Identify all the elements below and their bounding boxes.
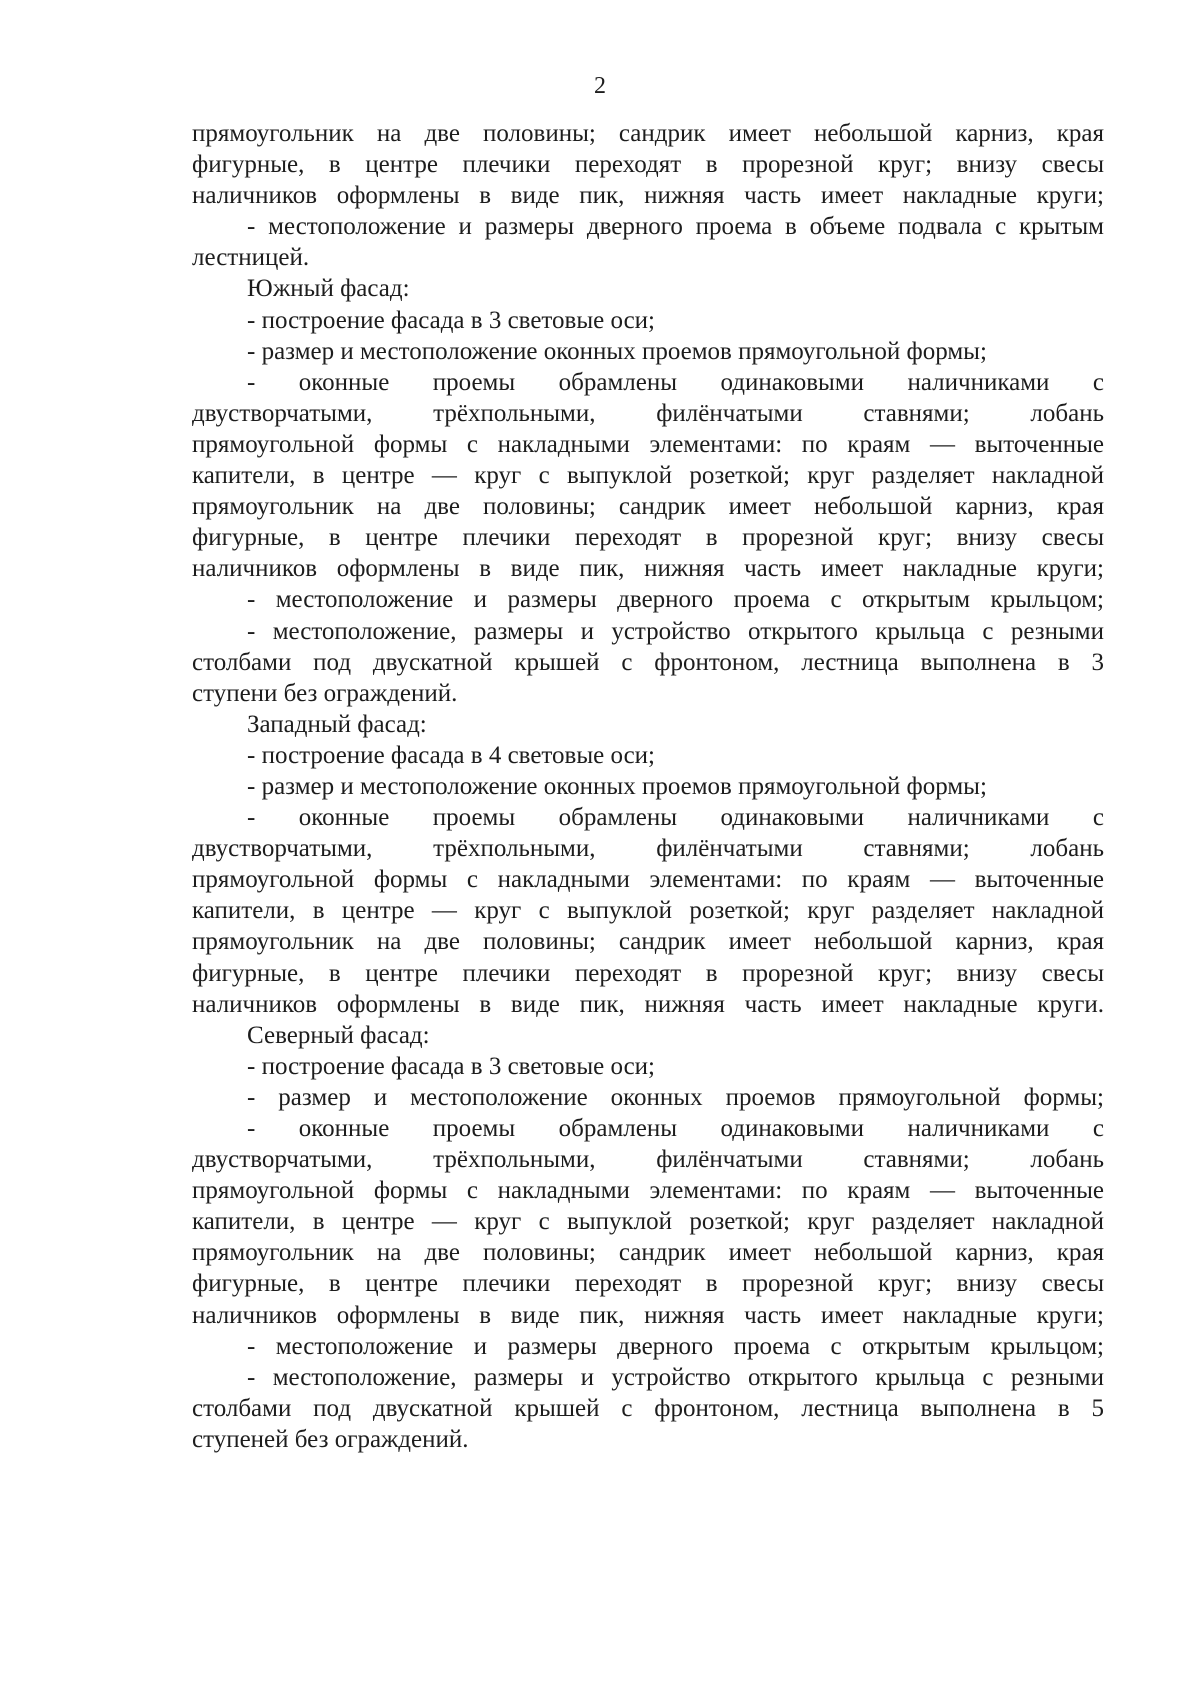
text-line: прямоугольной формы с накладными элементами: по краям — выточенные: [192, 1177, 1104, 1205]
text-line: наличников оформлены в виде пик, нижняя часть имеет накладные круги;: [192, 182, 1104, 210]
text-line: капители, в центре — круг с выпуклой розеткой; круг разделяет накладной: [192, 1208, 1104, 1236]
text-line: - местоположение и размеры дверного проема в объеме подвала с крытым: [247, 213, 1104, 241]
text-line: ступени без ограждений.: [192, 679, 458, 707]
text-line: фигурные, в центре плечики переходят в прорезной круг; внизу свесы: [192, 151, 1104, 179]
text-line: - местоположение и размеры дверного проема с открытым крыльцом;: [247, 586, 1104, 614]
text-line: - местоположение, размеры и устройство открытого крыльца с резными: [247, 617, 1104, 645]
text-line: - местоположение, размеры и устройство открытого крыльца с резными: [247, 1363, 1104, 1391]
page-number: 2: [594, 73, 606, 99]
text-line: фигурные, в центре плечики переходят в прорезной круг; внизу свесы: [192, 524, 1104, 552]
text-line: - построение фасада в 4 световые оси;: [247, 741, 656, 769]
document-body: [192, 118, 1104, 1455]
text-line: фигурные, в центре плечики переходят в прорезной круг; внизу свесы: [192, 959, 1104, 987]
text-line: - построение фасада в 3 световые оси;: [247, 1052, 656, 1080]
text-line: наличников оформлены в виде пик, нижняя часть имеет накладные круги;: [192, 555, 1104, 583]
text-line: наличников оформлены в виде пик, нижняя часть имеет накладные круги.: [192, 990, 1104, 1018]
text-line: двустворчатыми, трёхпольными, филёнчатыми ставнями; лобань: [192, 1146, 1104, 1174]
text-line: - размер и местоположение оконных проемов прямоугольной формы;: [247, 772, 987, 800]
text-line: прямоугольной формы с накладными элементами: по краям — выточенные: [192, 866, 1104, 894]
text-line: лестницей.: [192, 244, 310, 272]
text-line: двустворчатыми, трёхпольными, филёнчатыми ставнями; лобань: [192, 399, 1104, 427]
text-line: Северный фасад:: [247, 1021, 430, 1049]
text-line: двустворчатыми, трёхпольными, филёнчатыми ставнями; лобань: [192, 835, 1104, 863]
text-line: столбами под двускатной крышей с фронтоном, лестница выполнена в 5: [192, 1394, 1104, 1422]
text-line: наличников оформлены в виде пик, нижняя часть имеет накладные круги;: [192, 1301, 1104, 1329]
text-line: - построение фасада в 3 световые оси;: [247, 306, 656, 334]
text-line: фигурные, в центре плечики переходят в прорезной круг; внизу свесы: [192, 1270, 1104, 1298]
text-line: капители, в центре — круг с выпуклой розеткой; круг разделяет накладной: [192, 462, 1104, 490]
text-line: ступеней без ограждений.: [192, 1425, 469, 1453]
text-line: столбами под двускатной крышей с фронтоном, лестница выполнена в 3: [192, 648, 1104, 676]
text-line: - местоположение и размеры дверного проема с открытым крыльцом;: [247, 1332, 1104, 1360]
text-line: Западный фасад:: [247, 710, 427, 738]
text-line: капители, в центре — круг с выпуклой розеткой; круг разделяет накладной: [192, 897, 1104, 925]
text-line: прямоугольник на две половины; сандрик имеет небольшой карниз, края: [192, 493, 1104, 521]
text-line: прямоугольник на две половины; сандрик имеет небольшой карниз, края: [192, 928, 1104, 956]
text-line: - оконные проемы обрамлены одинаковыми наличниками с: [247, 1115, 1104, 1142]
text-line: - размер и местоположение оконных проемов прямоугольной формы;: [247, 1083, 1104, 1111]
text-line: прямоугольник на две половины; сандрик имеет небольшой карниз, края: [192, 1239, 1104, 1267]
text-line: Южный фасад:: [247, 275, 410, 303]
text-line: - размер и местоположение оконных проемов прямоугольной формы;: [247, 337, 987, 365]
text-line: - оконные проемы обрамлены одинаковыми наличниками с: [247, 368, 1104, 396]
text-line: - оконные проемы обрамлены одинаковыми наличниками с: [247, 804, 1104, 832]
text-line: прямоугольник на две половины; сандрик имеет небольшой карниз, края: [192, 120, 1104, 147]
text-line: прямоугольной формы с накладными элементами: по краям — выточенные: [192, 430, 1104, 458]
